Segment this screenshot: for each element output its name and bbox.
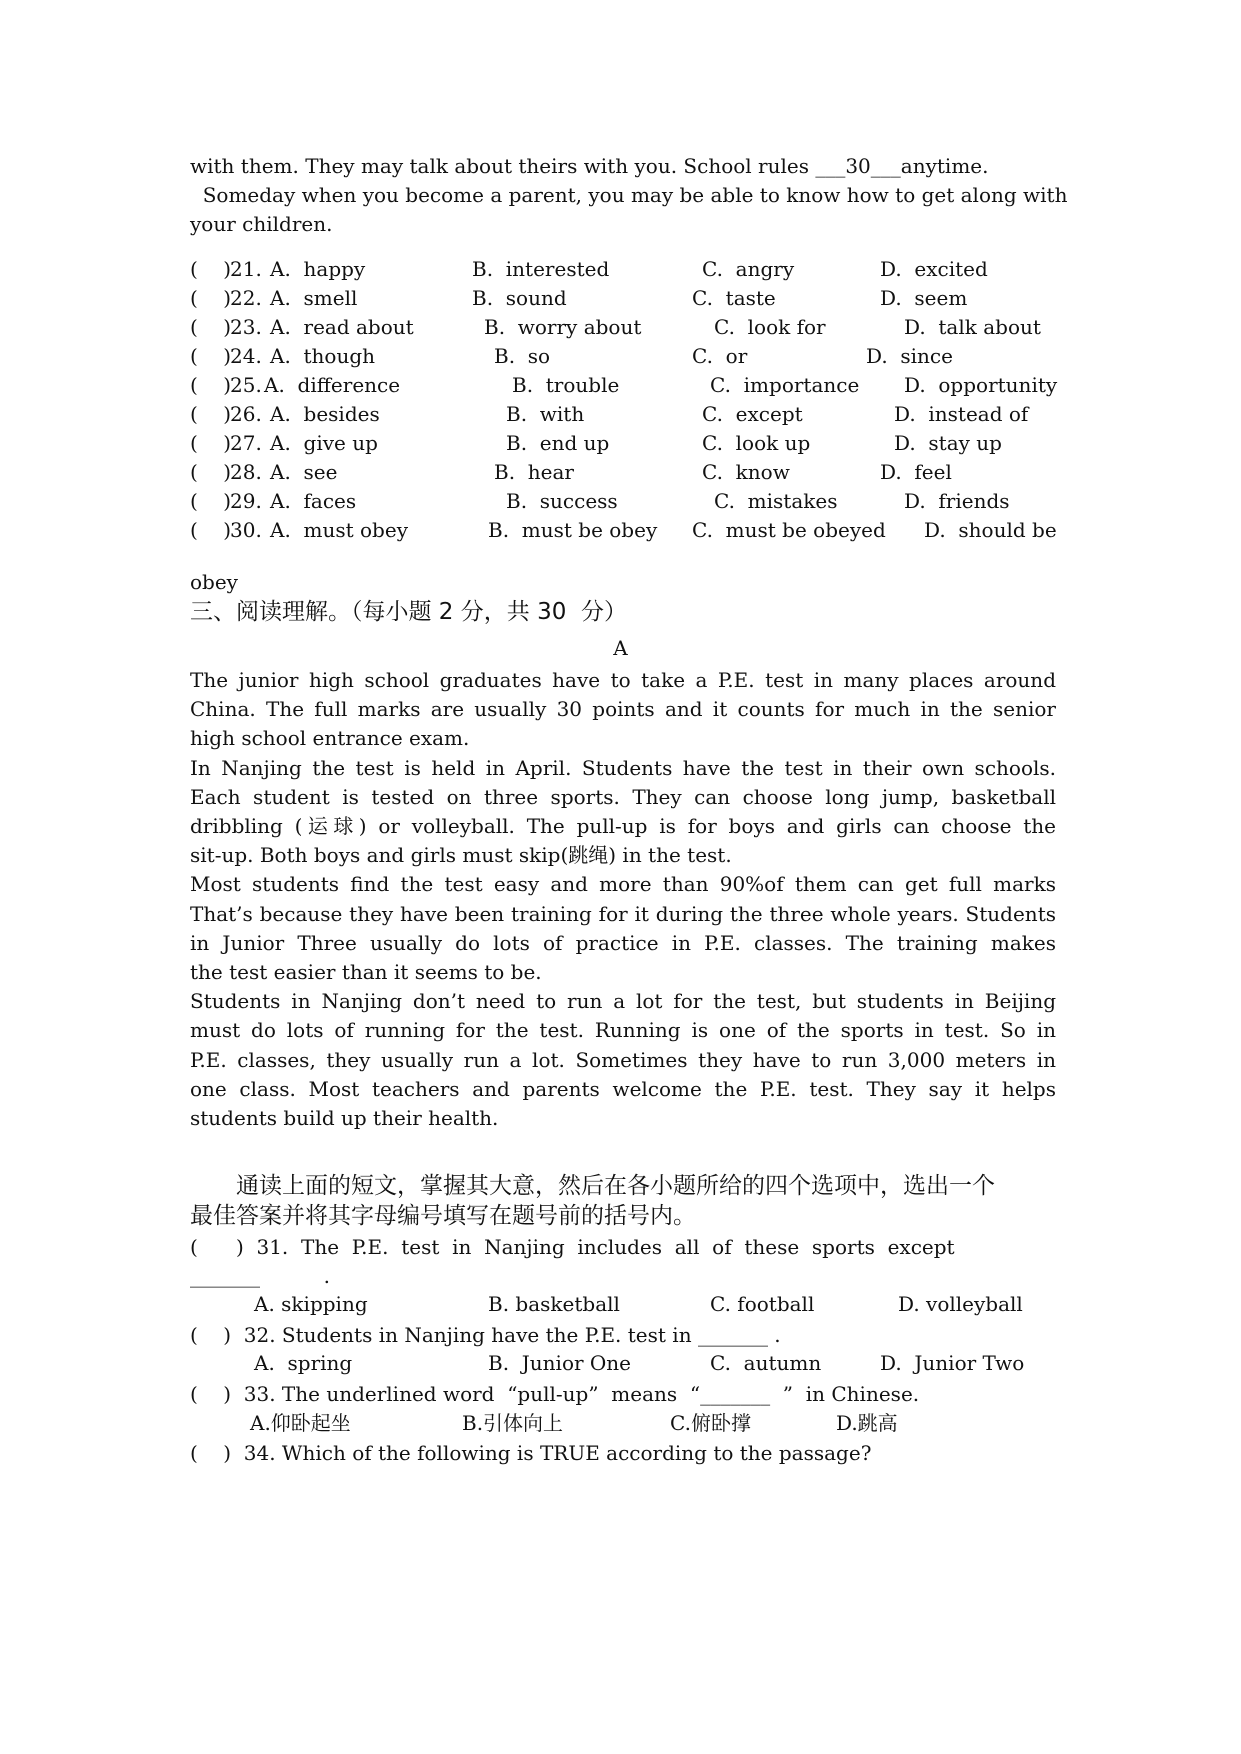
option-c: C. look up bbox=[702, 431, 811, 455]
option-d: D. stay up bbox=[894, 431, 1002, 455]
option-a: A.仰卧起坐 bbox=[250, 1411, 351, 1435]
option-d: D. opportunity bbox=[904, 373, 1058, 397]
section-title: 三、阅读理解。（每小题 2 分，共 30 分） bbox=[190, 599, 627, 625]
option-d: D.跳高 bbox=[836, 1411, 898, 1435]
option-b: B.引体向上 bbox=[462, 1411, 564, 1435]
option-b: B. must be obey bbox=[488, 518, 658, 542]
option-d: D. friends bbox=[904, 489, 1010, 513]
option-d: D. excited bbox=[880, 257, 988, 281]
passage-line: P.E. classes, they usually run a lot. Sometimes they have to run 3,000 meters in bbox=[190, 1048, 1056, 1072]
answer-bracket[interactable]: ( ) bbox=[190, 402, 232, 426]
option-c: C. taste bbox=[692, 286, 776, 310]
option-c: C. except bbox=[702, 402, 803, 426]
option-b: B. with bbox=[506, 402, 585, 426]
option-c: C. angry bbox=[702, 257, 795, 281]
cloze-text-line: your children. bbox=[190, 212, 333, 236]
question-31-blank: _______ . bbox=[190, 1264, 330, 1288]
option-a: A. faces bbox=[270, 489, 357, 513]
option-b: B. so bbox=[494, 344, 551, 368]
passage-line: Each student is tested on three sports. They can choose long jump, basketball bbox=[190, 785, 1056, 809]
option-b: B. trouble bbox=[512, 373, 620, 397]
option-d: D. should be bbox=[924, 518, 1057, 542]
option-b: B. worry about bbox=[484, 315, 642, 339]
option-a: A. see bbox=[270, 460, 338, 484]
passage-line: students build up their health. bbox=[190, 1106, 499, 1130]
instruction-line: 最佳答案并将其字母编号填写在题号前的括号内。 bbox=[190, 1203, 696, 1229]
passage-line: dribbling (运球) or volleyball. The pull-up is for boys and girls can choose the bbox=[190, 814, 1056, 838]
question-33-options bbox=[190, 1410, 898, 1436]
passage-line: high school entrance exam. bbox=[190, 726, 470, 750]
option-a: A. smell bbox=[270, 286, 358, 310]
option-c: C. must be obeyed bbox=[692, 518, 886, 542]
option-d: D. instead of bbox=[894, 402, 1029, 426]
option-a: A. read about bbox=[270, 315, 414, 339]
option-b: B. sound bbox=[472, 286, 567, 310]
passage-line: That’s because they have been training for it during the three whole years. Students bbox=[190, 902, 1056, 926]
option-c: C.俯卧撑 bbox=[670, 1411, 751, 1435]
passage-line: The junior high school graduates have to take a P.E. test in many places around bbox=[190, 668, 1056, 692]
passage-line: one class. Most teachers and parents welcome the P.E. test. They say it helps bbox=[190, 1077, 1056, 1101]
option-d: D. seem bbox=[880, 286, 968, 310]
answer-bracket[interactable]: ( ) bbox=[190, 257, 232, 281]
question-33: ( ) 33. The underlined word “pull-up” means “_______ ” in Chinese. bbox=[190, 1382, 920, 1406]
option-a: A. though bbox=[270, 344, 376, 368]
cloze-text-line: Someday when you become a parent, you may be able to know how to get along with bbox=[190, 183, 1068, 207]
question-32: ( ) 32. Students in Nanjing have the P.E. test in _______ . bbox=[190, 1323, 781, 1347]
cloze-wrap-text: obey bbox=[190, 570, 238, 594]
passage-line: In Nanjing the test is held in April. Students have the test in their own schools. bbox=[190, 756, 1056, 780]
answer-bracket[interactable]: ( ) bbox=[190, 344, 232, 368]
option-d: D. Junior Two bbox=[880, 1351, 1025, 1375]
question-number: 21. bbox=[230, 257, 262, 281]
answer-bracket[interactable]: ( ) bbox=[190, 315, 232, 339]
passage-line: Students in Nanjing don’t need to run a lot for the test, but students in Beijing bbox=[190, 989, 1056, 1013]
option-a: A. skipping bbox=[254, 1292, 368, 1316]
option-a: A. happy bbox=[270, 257, 366, 281]
passage-line: Most students find the test easy and more than 90%of them can get full marks bbox=[190, 872, 1056, 896]
option-c: C. autumn bbox=[710, 1351, 822, 1375]
passage-line: in Junior Three usually do lots of practice in P.E. classes. The training makes bbox=[190, 931, 1056, 955]
answer-bracket[interactable]: ( ) bbox=[190, 518, 232, 542]
passage-line: sit-up. Both boys and girls must skip(跳绳) in the test. bbox=[190, 843, 732, 867]
question-number: 29. bbox=[230, 489, 262, 513]
question-number: 30. bbox=[230, 518, 262, 542]
option-a: A. difference bbox=[264, 373, 401, 397]
option-c: C. know bbox=[702, 460, 790, 484]
answer-bracket[interactable]: ( ) bbox=[190, 431, 232, 455]
question-number: 28. bbox=[230, 460, 262, 484]
question-number: 27. bbox=[230, 431, 262, 455]
option-d: D. feel bbox=[880, 460, 952, 484]
option-a: A. give up bbox=[270, 431, 378, 455]
passage-label: A bbox=[613, 636, 628, 660]
option-c: C. or bbox=[692, 344, 748, 368]
question-number: 22. bbox=[230, 286, 262, 310]
cloze-text-line: with them. They may talk about theirs with you. School rules ___30___anytime. bbox=[190, 154, 989, 178]
option-b: B. hear bbox=[494, 460, 574, 484]
question-32-options bbox=[190, 1350, 1025, 1376]
question-number: 24. bbox=[230, 344, 262, 368]
passage-line: must do lots of running for the test. Running is one of the sports in test. So in bbox=[190, 1018, 1056, 1042]
question-number: 25. bbox=[230, 373, 262, 397]
question-31-options bbox=[190, 1291, 1023, 1317]
question-number: 23. bbox=[230, 315, 262, 339]
question-34: ( ) 34. Which of the following is TRUE according to the passage? bbox=[190, 1441, 872, 1465]
option-d: D. talk about bbox=[904, 315, 1041, 339]
option-c: C. importance bbox=[710, 373, 860, 397]
option-b: B. Junior One bbox=[488, 1351, 632, 1375]
option-a: A. spring bbox=[254, 1351, 353, 1375]
answer-bracket[interactable]: ( ) bbox=[190, 489, 232, 513]
option-b: B. success bbox=[506, 489, 618, 513]
option-d: D. volleyball bbox=[898, 1292, 1023, 1316]
option-b: B. basketball bbox=[488, 1292, 620, 1316]
passage-line: China. The full marks are usually 30 points and it counts for much in the senior bbox=[190, 697, 1056, 721]
answer-bracket[interactable]: ( ) bbox=[190, 460, 232, 484]
option-d: D. since bbox=[866, 344, 953, 368]
option-b: B. interested bbox=[472, 257, 610, 281]
option-c: C. mistakes bbox=[714, 489, 838, 513]
option-c: C. look for bbox=[714, 315, 826, 339]
question-number: 26. bbox=[230, 402, 262, 426]
instruction-line: 通读上面的短文，掌握其大意，然后在各小题所给的四个选项中，选出一个 bbox=[190, 1173, 995, 1199]
option-b: B. end up bbox=[506, 431, 610, 455]
question-31: ( ) 31. The P.E. test in Nanjing includes all of these sports except bbox=[190, 1235, 955, 1259]
option-c: C. football bbox=[710, 1292, 815, 1316]
option-a: A. must obey bbox=[270, 518, 408, 542]
answer-bracket[interactable]: ( ) bbox=[190, 373, 232, 397]
answer-bracket[interactable]: ( ) bbox=[190, 286, 232, 310]
option-a: A. besides bbox=[270, 402, 380, 426]
passage-line: the test easier than it seems to be. bbox=[190, 960, 542, 984]
